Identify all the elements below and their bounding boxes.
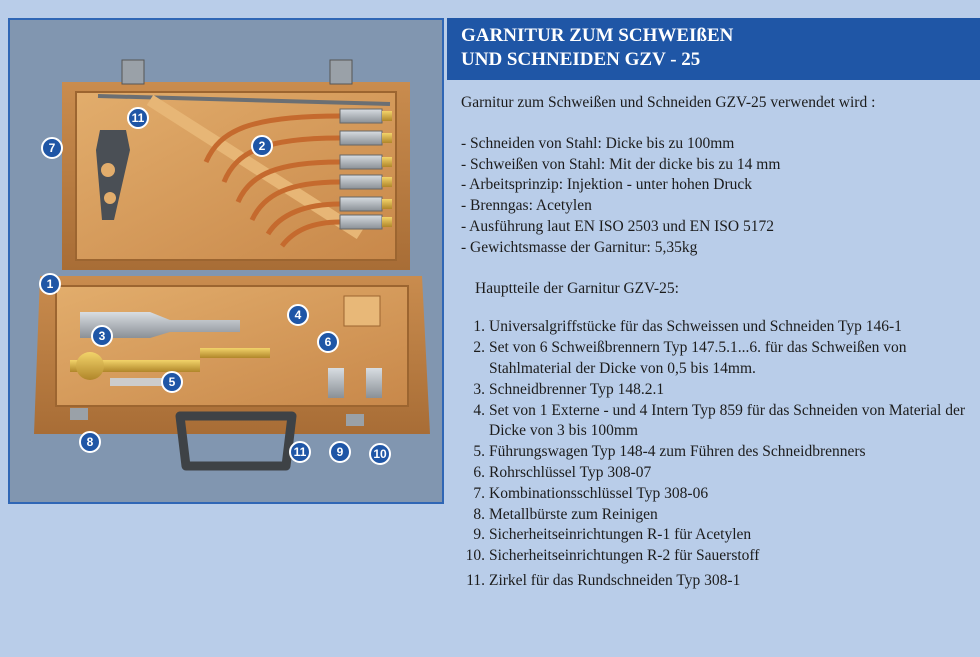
callout-label: 1 bbox=[46, 277, 54, 291]
title-line-1: GARNITUR ZUM SCHWEIßEN bbox=[461, 25, 734, 46]
list-item bbox=[461, 401, 971, 443]
list-item bbox=[461, 442, 971, 463]
item-text: Zirkel für das Rundschneiden Typ 308-1 bbox=[489, 571, 741, 589]
item-number: 8. bbox=[473, 505, 485, 523]
item-number: 3. bbox=[473, 380, 485, 398]
item-number: 4. bbox=[473, 401, 485, 419]
callout-label: 7 bbox=[48, 141, 56, 155]
callout-label: 9 bbox=[336, 445, 344, 459]
item-number: 10. bbox=[465, 547, 485, 565]
product-photo bbox=[8, 18, 444, 504]
spec-item: - Brenngas: Acetylen bbox=[461, 197, 592, 215]
spec-item: - Arbeitsprinzip: Injektion - unter hohen Druck bbox=[461, 176, 752, 194]
list-item bbox=[461, 338, 971, 380]
item-number: 11. bbox=[466, 571, 485, 589]
parts-list bbox=[461, 317, 971, 591]
list-item bbox=[461, 571, 971, 592]
case-lid bbox=[62, 60, 410, 270]
item-text: Schneidbrenner Typ 148.2.1 bbox=[489, 380, 665, 398]
list-item bbox=[461, 317, 971, 338]
item-number: 2. bbox=[473, 339, 485, 357]
spec-item: - Ausführung laut EN ISO 2503 und EN ISO 5172 bbox=[461, 217, 774, 235]
item-number: 5. bbox=[473, 443, 485, 461]
spec-item: - Schweißen von Stahl: Mit der dicke bis zu 14 mm bbox=[461, 155, 781, 173]
list-item bbox=[461, 546, 971, 567]
callout-label: 8 bbox=[86, 435, 94, 449]
callout-label: 11 bbox=[293, 445, 307, 459]
page-title bbox=[447, 18, 980, 80]
spec-item: - Schneiden von Stahl: Dicke bis zu 100mm bbox=[461, 134, 735, 152]
list-item bbox=[461, 484, 971, 505]
intro-text: Garnitur zum Schweißen und Schneiden GZV-25 verwendet wird : bbox=[461, 94, 876, 111]
item-number: 6. bbox=[473, 463, 485, 481]
callout-label: 3 bbox=[98, 329, 106, 343]
item-text: Set von 1 Externe - und 4 Intern Typ 859 für das Schneiden von Material der Dicke von 3 bis 100mm bbox=[489, 401, 965, 440]
callout-label: 10 bbox=[373, 447, 387, 461]
item-text: Metallbürste zum Reinigen bbox=[489, 505, 658, 523]
list-item bbox=[461, 525, 971, 546]
parts-heading: Hauptteile der Garnitur GZV-25: bbox=[475, 279, 679, 297]
callout-label: 5 bbox=[168, 375, 176, 389]
list-item bbox=[461, 505, 971, 526]
item-text: Rohrschlüssel Typ 308-07 bbox=[489, 463, 652, 481]
callout-label: 4 bbox=[294, 308, 302, 322]
item-number: 1. bbox=[473, 318, 485, 336]
title-line-2: UND SCHNEIDEN GZV - 25 bbox=[461, 49, 701, 70]
item-number: 9. bbox=[473, 526, 485, 544]
callout-label: 11 bbox=[131, 111, 145, 125]
item-number: 7. bbox=[473, 484, 485, 502]
list-item bbox=[461, 380, 971, 401]
spec-item: - Gewichtsmasse der Garnitur: 5,35kg bbox=[461, 238, 698, 256]
callout-label: 6 bbox=[324, 335, 332, 349]
item-text: Kombinationsschlüssel Typ 308-06 bbox=[489, 484, 709, 502]
item-text: Sicherheitseinrichtungen R-2 für Sauerstoff bbox=[489, 547, 760, 565]
item-text: Führungswagen Typ 148-4 zum Führen des Schneidbrenners bbox=[489, 443, 866, 461]
description bbox=[461, 93, 971, 592]
item-text: Set von 6 Schweißbrennern Typ 147.5.1...6. für das Schweißen von Stahlmaterial der Dicke von 0,5 bis 14mm. bbox=[489, 339, 907, 377]
spec-list bbox=[461, 134, 971, 259]
list-item bbox=[461, 463, 971, 484]
callout-label: 2 bbox=[258, 139, 266, 153]
item-text: Sicherheitseinrichtungen R-1 für Acetylen bbox=[489, 526, 752, 544]
item-text: Universalgriffstücke für das Schweissen und Schneiden Typ 146-1 bbox=[489, 318, 902, 336]
